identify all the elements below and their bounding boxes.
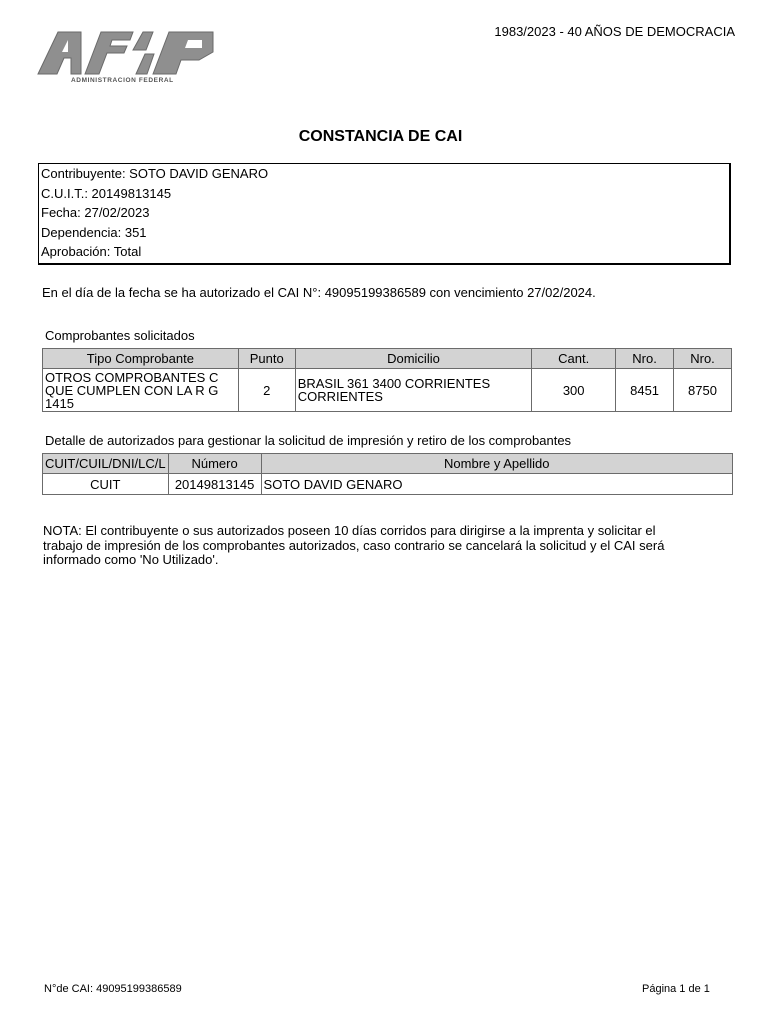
logo-letter-f — [85, 32, 133, 74]
taxpayer-info-box — [38, 163, 731, 265]
col-header-numero: Número — [168, 454, 261, 474]
cell-nombre: SOTO DAVID GENARO — [261, 474, 732, 495]
page-title: CONSTANCIA DE CAI — [298, 128, 463, 145]
note-paragraph: NOTA: El contribuyente o sus autorizados poseen 10 días corridos para dirigirse a la imprenta y solicitar el trabajo de impresión de los comprobantes autorizados, caso contrario se cancelará la solicitud y el CAI será informado como 'No Utilizado'. — [43, 523, 665, 567]
afip-logo-mark — [37, 30, 219, 78]
logo-letter-i — [136, 54, 154, 74]
logo-subtitle: ADMINISTRACION FEDERAL — [71, 77, 174, 84]
col-header-nro-hasta: Nro. — [674, 349, 732, 369]
logo-letter-a — [38, 32, 81, 74]
col-header-tipo: Tipo Comprobante — [43, 349, 239, 369]
autorizados-table — [42, 453, 733, 495]
table-row — [43, 369, 732, 412]
cell-nro-hasta: 8750 — [674, 369, 732, 412]
cuit-line: C.U.I.T.: 20149813145 — [41, 185, 172, 201]
cell-cant: 300 — [532, 369, 616, 412]
cell-punto: 2 — [238, 369, 295, 412]
col-header-doc-type: CUIT/CUIL/DNI/LC/L — [43, 454, 169, 474]
fecha-line: Fecha: 27/02/2023 — [41, 205, 150, 220]
authorization-text: En el día de la fecha se ha autorizado el CAI N°: 49095199386589 con vencimiento 27/02/2024. — [42, 285, 596, 300]
logo-letter-i-top — [133, 32, 153, 50]
cell-domicilio: BRASIL 361 3400 CORRIENTES CORRIENTES — [295, 369, 532, 412]
footer-cai-number: N°de CAI: 49095199386589 — [44, 983, 182, 995]
col-header-domicilio: Domicilio — [295, 349, 532, 369]
contribuyente-line: Contribuyente: SOTO DAVID GENARO — [41, 166, 269, 181]
aprobacion-line: Aprobación: Total — [41, 244, 142, 259]
afip-logo — [37, 30, 219, 88]
footer-page-number: Página 1 de 1 — [642, 983, 710, 995]
header-motto: 1983/2023 - 40 AÑOS DE DEMOCRACIA — [494, 24, 735, 39]
col-header-nombre: Nombre y Apellido — [261, 454, 732, 474]
col-header-punto: Punto — [238, 349, 295, 369]
table-row — [43, 474, 733, 495]
cell-tipo: OTROS COMPROBANTES C QUE CUMPLEN CON LA R G 1415 — [43, 369, 239, 412]
autorizados-section-title: Detalle de autorizados para gestionar la solicitud de impresión y retiro de los comprobantes — [45, 433, 572, 448]
comprobantes-section-title: Comprobantes solicitados — [45, 328, 195, 343]
table-header-row — [43, 349, 732, 369]
table-header-row — [43, 454, 733, 474]
col-header-nro-desde: Nro. — [616, 349, 674, 369]
col-header-cant: Cant. — [532, 349, 616, 369]
cell-numero: 20149813145 — [168, 474, 261, 495]
cell-nro-desde: 8451 — [616, 369, 674, 412]
logo-letter-p — [153, 32, 213, 74]
comprobantes-table — [42, 348, 732, 412]
cell-doc-type: CUIT — [43, 474, 169, 495]
dependencia-line: Dependencia: 351 — [41, 224, 147, 240]
